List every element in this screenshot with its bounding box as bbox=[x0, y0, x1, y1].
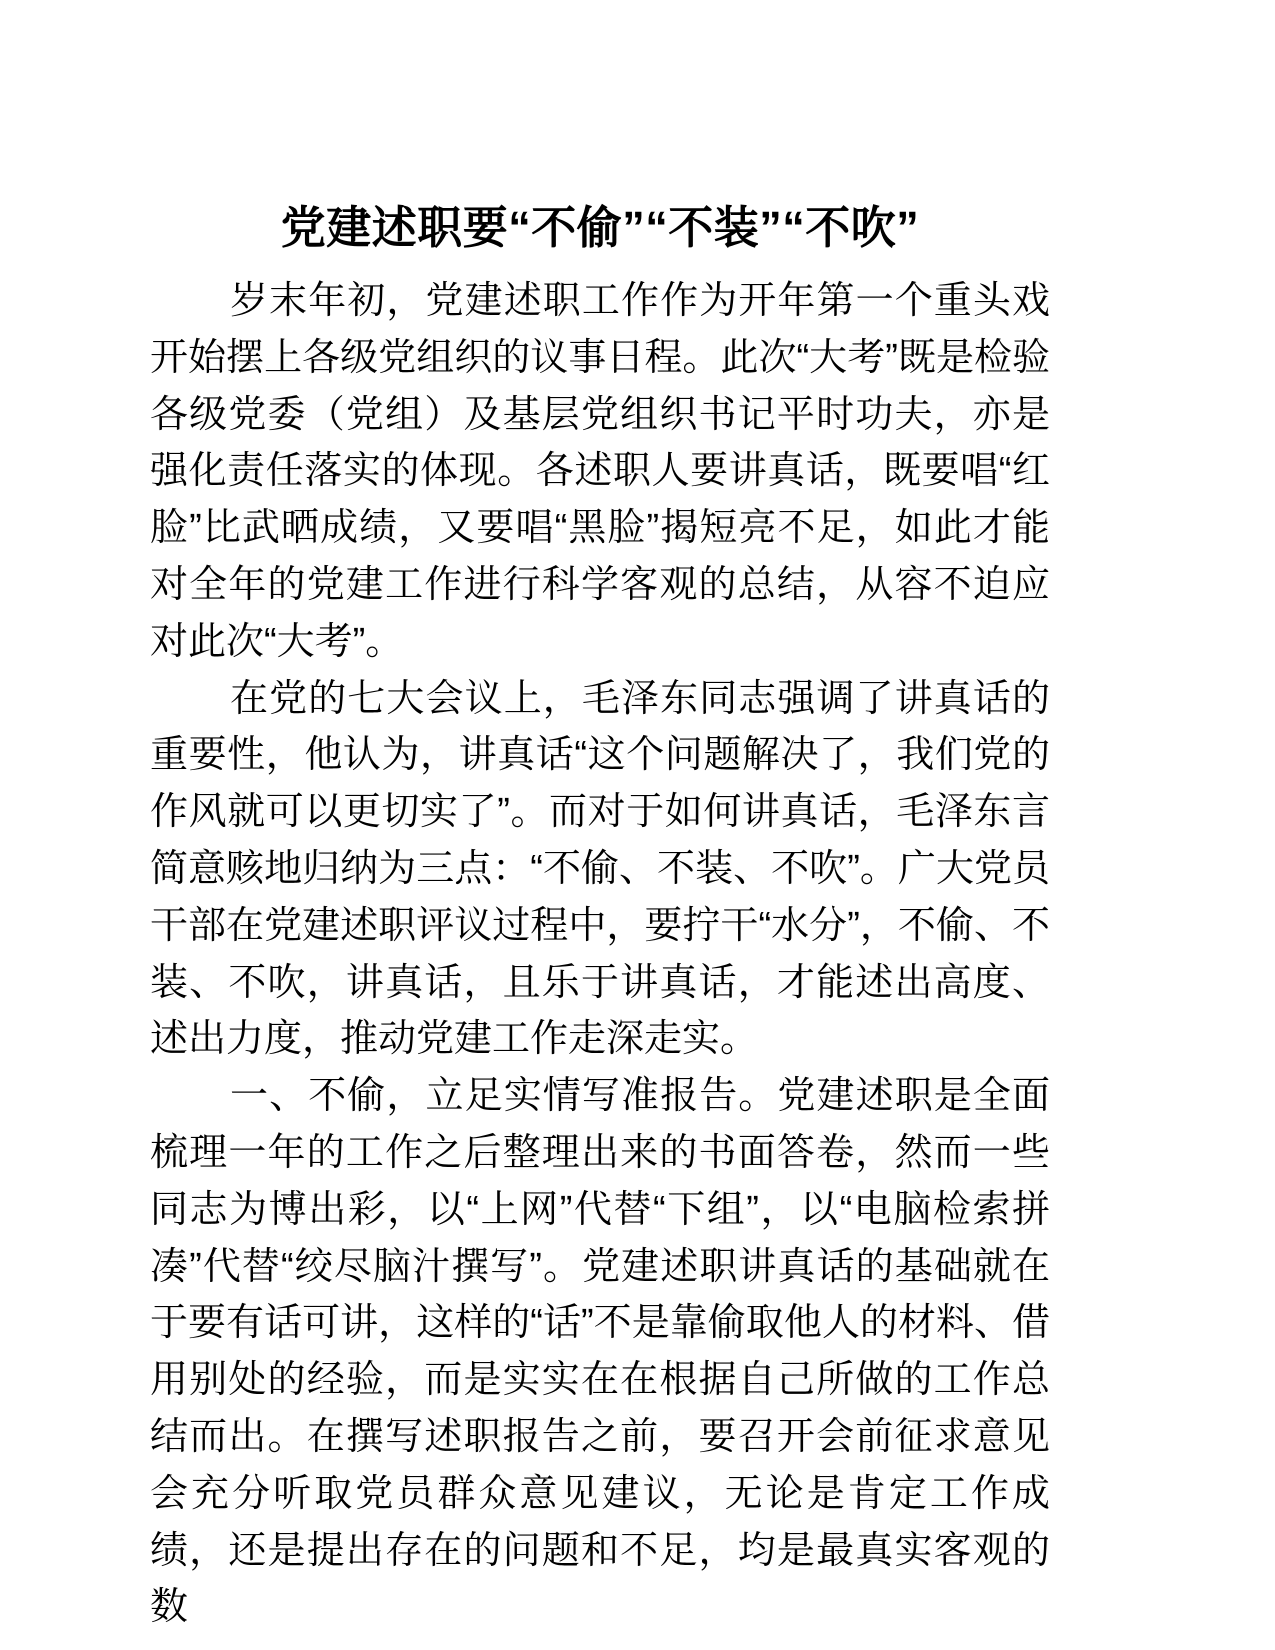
body-paragraph-3: 一、不偷，立足实情写准报告。党建述职是全面梳理一年的工作之后整理出来的书面答卷，然而一些同志为博出彩，以“上网”代替“下组”，以“电脑检索拼凑”代替“绞尽脑汁撰写”。党建述职讲真话的基础就在于要有话可讲，这样的“话”不是靠偷取他人的材料、借用别处的经验，而是实实在在根据自己所做的工作总结而出。在撰写述职报告之前，要召开会前征求意见会充分听取党员群众意见建议，无论是肯定工作成绩，还是提出存在的问题和不足，均是最真实客观的数 bbox=[150, 1075, 1050, 1629]
body-paragraph-2: 在党的七大会议上，毛泽东同志强调了讲真话的重要性，他认为，讲真话“这个问题解决了，我们党的作风就可以更切实了”。而对于如何讲真话，毛泽东言简意赅地归纳为三点：“不偷、不装、不吹”。广大党员干部在党建述职评议过程中，要拧干“水分”，不偷、不装、不吹，讲真话，且乐于讲真话，才能述出高度、述出力度，推动党建工作走深走实。 bbox=[150, 677, 1050, 1061]
page-title: 党建述职要“不偷”“不装”“不吹” bbox=[280, 202, 920, 253]
body-paragraph-1: 岁末年初，党建述职工作作为开年第一个重头戏开始摆上各级党组织的议事日程。此次“大考”既是检验各级党委（党组）及基层党组织书记平时功夫，亦是强化责任落实的体现。各述职人要讲真话，既要唱“红脸”比武晒成绩，又要唱“黑脸”揭短亮不足，如此才能对全年的党建工作进行科学客观的总结，从容不迫应对此次“大考”。 bbox=[150, 280, 1050, 663]
document-body bbox=[150, 0, 1050, 1636]
